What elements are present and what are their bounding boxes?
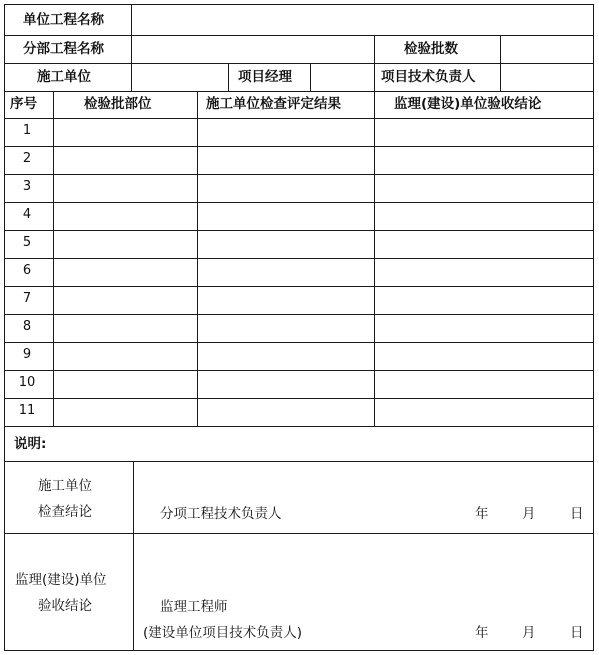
supervision-section-label-line1: 监理(建设)单位 [15,572,107,588]
rule-row1 [4,35,594,36]
construction-month-label: 月 [522,506,536,522]
row-number: 10 [18,375,36,390]
construction-section-label-line1: 施工单位 [38,478,92,494]
rule-bottom [4,650,594,651]
rule-r8 [4,342,594,343]
rule-notes [4,461,594,462]
supervision-section-label-line2: 验收结论 [38,598,92,614]
supervision-day-label: 日 [570,625,584,641]
notes-label: 说明: [14,436,47,452]
rule-sections [4,533,594,534]
column-header-construction-result: 施工单位检查评定结果 [206,96,341,112]
rule-right [593,4,594,651]
construction-signer-label: 分项工程技术负责人 [160,506,282,522]
technical-director-label: 项目技术负责人 [381,69,476,85]
rule-r4 [4,230,594,231]
rule-v-td [374,63,375,91]
rule-row2 [4,63,594,64]
rule-r6 [4,286,594,287]
rule-v-seq [53,91,54,426]
row-number: 4 [22,207,32,222]
row-number: 11 [18,403,36,418]
row-number: 7 [22,291,32,306]
column-header-lot-location: 检验批部位 [84,96,152,112]
rule-v-cu-val [228,63,229,91]
rule-v-pm [310,63,311,91]
supervisor-engineer-label: 监理工程师 [160,599,228,615]
rule-v-lotcount-l [374,35,375,63]
construction-section-label-line2: 检查结论 [38,504,92,520]
rule-v-td-r [500,63,501,91]
rule-v-section [133,461,134,651]
supervision-month-label: 月 [522,625,536,641]
column-header-seq: 序号 [10,96,37,112]
rule-row3 [4,91,594,92]
rule-v-result [374,91,375,426]
construction-day-label: 日 [570,506,584,522]
construction-year-label: 年 [475,506,489,522]
rule-r10 [4,398,594,399]
rule-v-label1 [131,4,132,63]
rule-top [4,4,594,5]
rule-v-lot [197,91,198,426]
rule-r2 [4,174,594,175]
unit-project-name-label: 单位工程名称 [23,12,104,28]
row-number: 1 [22,123,32,138]
rule-r1 [4,146,594,147]
rule-v-lotcount-r [500,35,501,63]
row-number: 9 [22,347,32,362]
supervision-year-label: 年 [475,625,489,641]
row-number: 2 [22,151,32,166]
rule-r5 [4,258,594,259]
row-number: 3 [22,179,32,194]
row-number: 8 [22,319,32,334]
inspection-lot-count-label: 检验批数 [404,41,458,57]
rule-colhead [4,118,594,119]
column-header-supervision-conclusion: 监理(建设)单位验收结论 [394,96,542,112]
rule-v-cu [131,63,132,91]
rule-r7 [4,314,594,315]
row-number: 6 [22,263,32,278]
construction-unit-label: 施工单位 [37,69,91,85]
row-number: 5 [22,235,32,250]
sub-project-name-label: 分部工程名称 [23,41,104,57]
rule-r3 [4,202,594,203]
rule-r11 [4,426,594,427]
owner-technical-director-label: (建设单位项目技术负责人) [143,625,303,641]
rule-r9 [4,370,594,371]
project-manager-label: 项目经理 [238,69,292,85]
